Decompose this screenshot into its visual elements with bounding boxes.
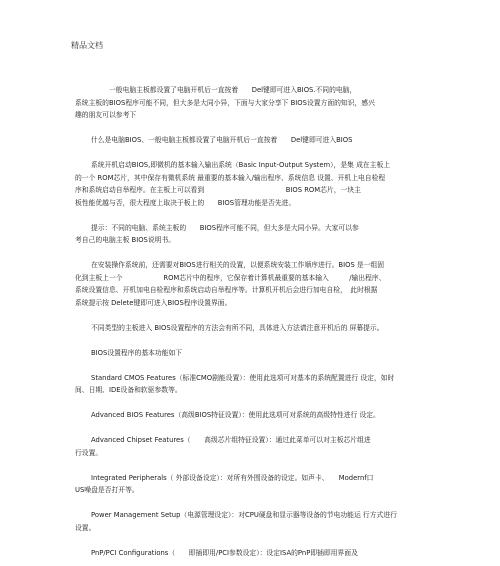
paragraph-line: PnP/PCI Configurations（ 即插即用/PCI参数设定）：设定ISA的PnP即插即用界面及 [91,548,358,557]
paragraph-line: 系统提示按 Delete键即可进入BIOS程序设置界面。 [75,298,232,307]
paragraph-line: 系统设置信息、开机加电自检程序和系统启动自举程序等。计算机开机后会进行加电自检， 此时根据 [75,286,378,294]
paragraph-line: 什么是电脑BIOS、一般电脑主板都设置了电脑开机后一直按着 Del键即可进入BIOS [91,136,353,144]
paragraph-line: Advanced Chipset Features（ 高级芯片组特征设置）：通过此菜单可以对主板芯片组进 [91,436,371,444]
paragraph-line: US噪盘是否打开等。 [75,486,139,494]
paragraph-line: 考自己的电脑主板 BIOS说明书。 [75,236,176,244]
paragraph-line: 不同类型的主板进入 BIOS设置程序的方法会有所不同，具体进入方法请注意开机后的 屏幕提示。 [91,323,384,332]
paragraph-line: 趣的朋友可以参考下 [75,111,137,119]
paragraph-line: Standard CMOS Features（标准CMO剧能设置）：使用此选项可对基本的系统配置进行 设定，如时 [91,373,395,382]
page-header: 精品文档 [71,41,103,50]
paragraph-line: 的一个 ROM芯片，其中保存有微机系统 最重要的基本输入/输出程序、系统信息 设置、开机上电自检程 [75,173,386,182]
paragraph-line: 在安装操作系统前，还需要对BIOS进行相关的设置，以便系统安装工作顺序进行。BIOS 是一组固 [91,261,385,269]
paragraph-line: 板性能优越与否，很大程度上取决于板上的 BIOS管理功能是否先进。 [75,198,296,207]
paragraph-line: 系统开机启动BIOS,即微机的基本输入输出系统（Basic Input-Output System），是集 成在主板上 [91,161,391,169]
section-heading: BIOS设置程序的基本功能如下 [91,348,183,357]
paragraph-line: 化到主板上一个 ROM芯片中的程序，它保存着计算机最重要的基本输入 /输出程序、 [75,273,386,282]
paragraph-line: 设置。 [75,523,96,532]
paragraph-line: 行设置。 [75,448,103,457]
document-body [75,84,435,559]
paragraph-line: Advanced BIOS Features（高级BIOS特征设置）：使用此选项可对系统的高级特性进行 设定。 [91,411,380,419]
paragraph-line: 系统主板的BIOS程序可能不同，但大多是大同小异，下面与大家分享下 BIOS设置方面的知识，感兴 [75,98,375,107]
paragraph-line: 一般电脑主板都设置了电脑开机后一直按着 Del键即可进入BIOS.不同的电脑， [109,86,357,94]
paragraph-line: Power Management Setup（电源管理设定）：对CPU硬盘和显示器等设备的节电功能运 行方式进行 [91,511,397,519]
paragraph-line: 提示：不同的电脑、系统主板的 BIOS程序可能不同，但大多是大同小异。大家可以参 [91,223,359,232]
paragraph-line: 间、日期、IDE设备和软驱参数等。 [75,386,182,394]
paragraph-line: 序和系统启动自举程序。在主板上可以看到 BIOS ROM芯片，一块主 [75,186,361,194]
paragraph-line: Integrated Peripherals（ 外部设备设定）：对所有外围设备的设定。如声卡、 Modernf口 [91,473,374,482]
